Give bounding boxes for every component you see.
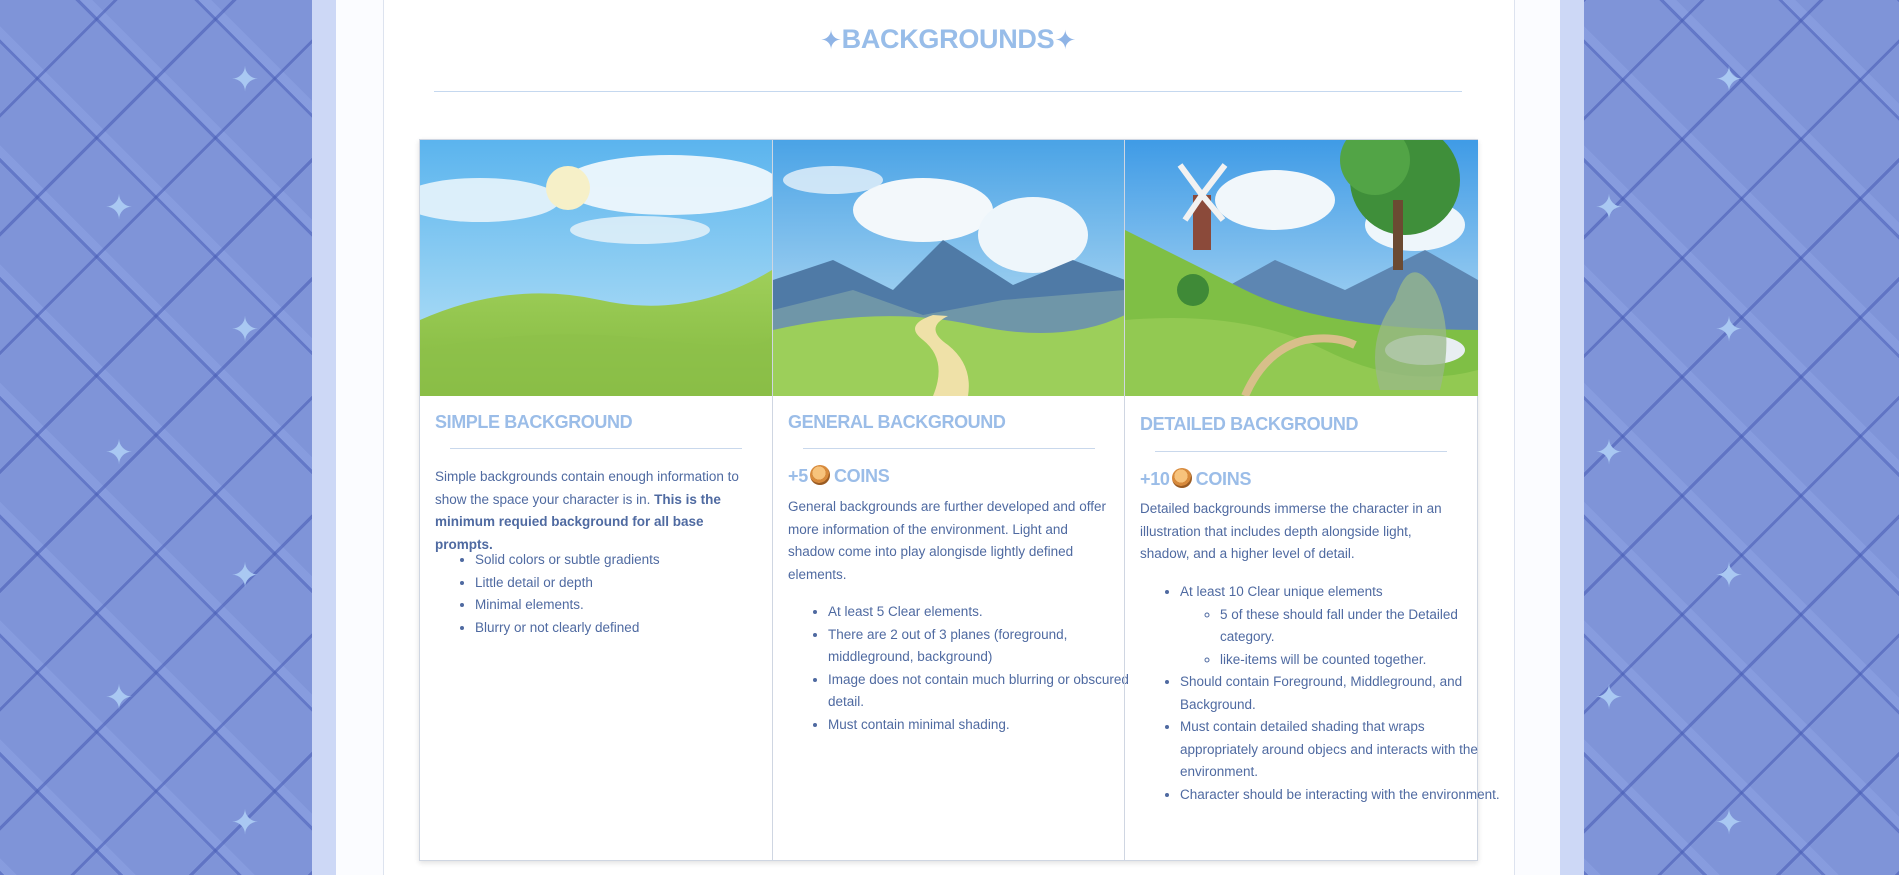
card-title: GENERAL BACKGROUND (788, 412, 1006, 432)
list-item-text: At least 10 Clear unique elements (1180, 584, 1383, 599)
requirement-list (435, 549, 795, 639)
coin-reward (788, 465, 889, 487)
coin-amount: +5 (788, 466, 808, 486)
list-item: • Should contain Foreground, Middleground, and Background. (1180, 671, 1500, 716)
card-title: DETAILED BACKGROUND (1140, 414, 1359, 434)
list-item: • Image does not contain much blurring or obscured detail. (828, 669, 1148, 714)
requirement-list (1140, 581, 1500, 806)
sparkle-icon: ✦ (230, 60, 260, 100)
card-description: General backgrounds are further developed and offer more information of the environment. Light and shadow come into play alongisde lightly defined elements. (788, 499, 1106, 582)
coin-icon (1172, 468, 1192, 488)
list-item: • At least 5 Clear elements. (828, 601, 1148, 624)
sparkle-icon: ✦ (1054, 25, 1076, 56)
sub-list (1180, 604, 1500, 672)
description-text: Simple backgrounds contain enough information to show the space your character is in. (435, 469, 739, 507)
list-item: • Blurry or not clearly defined (475, 617, 795, 640)
left-background-pattern (0, 0, 312, 875)
sparkle-icon: ✦ (1594, 678, 1624, 718)
sparkle-icon: ✦ (104, 678, 134, 718)
card-description (435, 466, 755, 556)
coin-icon (810, 465, 830, 485)
card-title: SIMPLE BACKGROUND (435, 412, 633, 432)
sparkle-icon: ✦ (104, 188, 134, 228)
coin-reward (1140, 468, 1251, 490)
list-item: • Must contain minimal shading. (828, 714, 1148, 737)
card-divider (1155, 451, 1447, 452)
card-divider (803, 448, 1095, 449)
page-title (383, 24, 1513, 56)
card-detailed-background (1124, 140, 1500, 860)
left-rail (312, 0, 336, 875)
title-divider (434, 91, 1462, 92)
card-simple-background (420, 140, 772, 860)
card-divider (450, 448, 742, 449)
sparkle-icon: ✦ (820, 25, 842, 56)
sparkle-icon: ✦ (1714, 60, 1744, 100)
sparkle-icon: ✦ (230, 310, 260, 350)
sparkle-icon: ✦ (1714, 310, 1744, 350)
list-item (1180, 581, 1500, 671)
list-item: • Little detail or depth (475, 572, 795, 595)
right-rail (1560, 0, 1584, 875)
sparkle-icon: ✦ (104, 433, 134, 473)
sparkle-icon: ✦ (1714, 803, 1744, 843)
page-title-text: BACKGROUNDS (841, 24, 1055, 54)
sparkle-icon: ✦ (1594, 433, 1624, 473)
sparkle-icon: ✦ (230, 556, 260, 596)
list-item: • Minimal elements. (475, 594, 795, 617)
list-item: • There are 2 out of 3 planes (foreground, middleground, background) (828, 624, 1148, 669)
coin-amount: +10 (1140, 469, 1170, 489)
card-general-background (772, 140, 1129, 860)
sub-list-item: ◦ 5 of these should fall under the Detailed category. (1220, 604, 1500, 649)
simple-background-image (420, 140, 772, 396)
list-item: • Solid colors or subtle gradients (475, 549, 795, 572)
sparkle-icon: ✦ (230, 803, 260, 843)
list-item: • Must contain detailed shading that wraps appropriately around objecs and interacts with the environment. (1180, 716, 1500, 784)
coin-label: COINS (1195, 469, 1252, 489)
sparkle-icon: ✦ (1714, 556, 1744, 596)
detailed-background-image (1125, 140, 1478, 396)
background-tiers (419, 139, 1500, 861)
list-item: • Character should be interacting with the environment. (1180, 784, 1500, 807)
coin-label: COINS (833, 466, 890, 486)
card-description: Detailed backgrounds immerse the character in an illustration that includes depth alongside light, shadow, and a higher level of detail. (1140, 501, 1442, 561)
sparkle-icon: ✦ (1594, 188, 1624, 228)
sub-list-item: ◦ like-items will be counted together. (1220, 649, 1500, 672)
requirement-list (788, 601, 1148, 736)
general-background-image (773, 140, 1125, 396)
description-emphasis: This is the minimum requied background for all base prompts. (435, 491, 721, 552)
right-background-pattern (1584, 0, 1899, 875)
